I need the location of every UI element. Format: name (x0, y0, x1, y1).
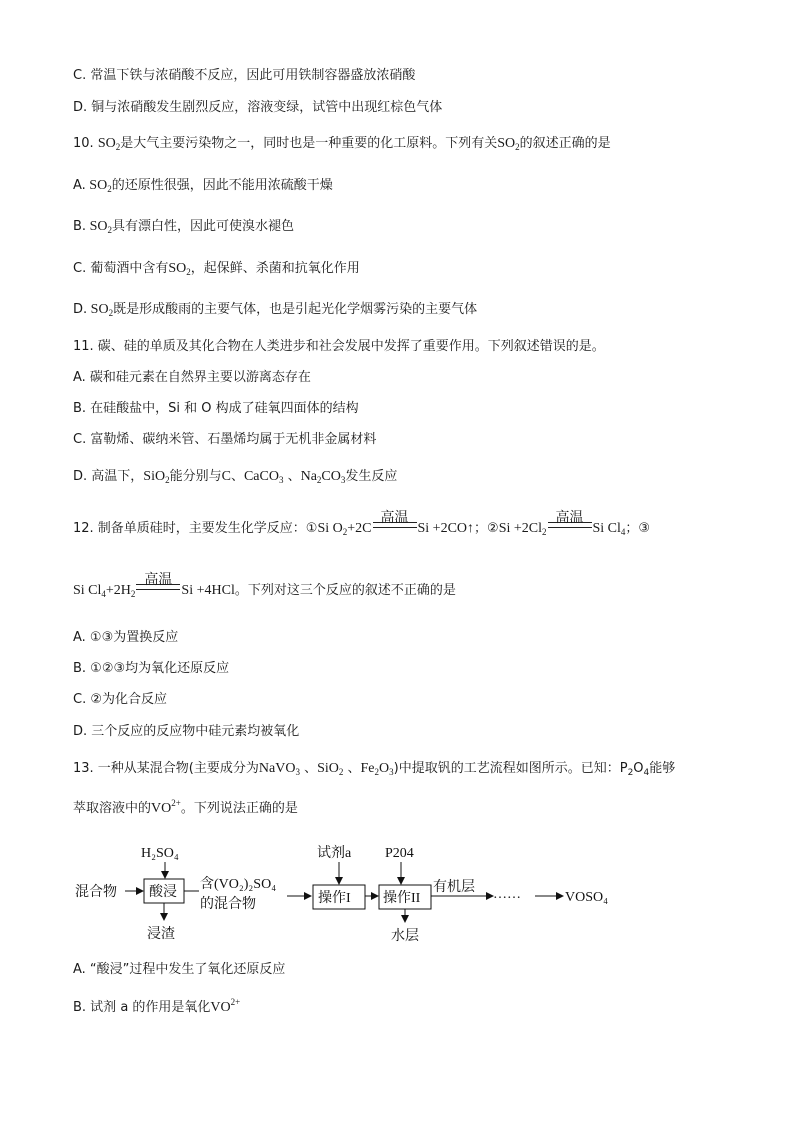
aqueous-layer-label: 水层 (391, 929, 419, 944)
input-mixture: 混合物 (75, 885, 117, 900)
ellipsis: …… (493, 887, 521, 902)
box-operation-1-label: 操作I (318, 891, 351, 906)
q9-option-d: D. 铜与浓硝酸发生剧烈反应，溶液变绿，试管中出现红棕色气体 (73, 100, 443, 115)
q12-stem-line1: 12. 制备单质硅时，主要发生化学反应：①Si $O_2+2C$ 高温 Si +2CO↑；②Si $+2Cl_2$ 高温 Si $Cl_4$；③ (73, 510, 651, 537)
organic-layer-label: 有机层 (433, 880, 475, 895)
q10-stem: 10. $SO_2$是大气主要污染物之一，同时也是一种重要的化工原料。下列有关$SO_2$的叙述正确的是 (73, 136, 611, 152)
intermediate-line2: 的混合物 (200, 897, 256, 912)
reaction-condition: 高温 (548, 522, 592, 532)
q10-option-b: B. $SO_2$具有漂白性，因此可使溴水褪色 (73, 219, 294, 235)
q11-stem: 11. 碳、硅的单质及其化合物在人类进步和社会发展中发挥了重要作用。下列叙述错误的是。 (73, 339, 605, 354)
q11-option-a: A. 碳和硅元素在自然界主要以游离态存在 (73, 370, 311, 385)
q11-option-c: C. 富勒烯、碳纳米管、石墨烯均属于无机非金属材料 (73, 432, 377, 447)
product-voso4: VOSO₄ (565, 890, 608, 905)
reaction-condition: 高温 (373, 522, 417, 532)
q12-stem-line2: Si $Cl_4+2H_2$ 高温 Si +4HCl。下列对这三个反应的叙述不正确的是 (73, 572, 456, 599)
q13-stem-line1: 13. 一种从某混合物(主要成分为NaVO$_3$ 、SiO$_2$ 、$Fe_2O_3$)中提取钒的工艺流程如图所示。已知：$P_2O_4$能够 (73, 761, 676, 778)
q10-option-d: D. $SO_2$既是形成酸雨的主要气体，也是引起光化学烟雾污染的主要气体 (73, 302, 478, 318)
process-flow-diagram (73, 838, 633, 948)
reagent-h2so4: H₂SO₄ (141, 846, 179, 861)
q11-option-d: D. 高温下，SiO$_2$能分别与C、CaCO$_3$ 、$Na_2CO_3$发生反应 (73, 469, 398, 485)
q12-option-d: D. 三个反应的反应物中硅元素均被氧化 (73, 724, 300, 739)
reaction-condition: 高温 (136, 584, 180, 594)
q12-option-c: C. ②为化合反应 (73, 692, 167, 707)
q13-option-a: A. “酸浸”过程中发生了氧化还原反应 (73, 962, 286, 977)
q11-option-b: B. 在硅酸盐中，Si 和 O 构成了硅氧四面体的结构 (73, 401, 359, 416)
reagent-a: 试剂a (317, 846, 352, 861)
box-acid-leach-label: 酸浸 (149, 885, 177, 900)
q13-stem-line2: 萃取溶液中的$VO^{2+}$。下列说法正确的是 (73, 798, 298, 816)
q12-option-b: B. ①②③均为氧化还原反应 (73, 661, 230, 676)
reagent-p204: P204 (385, 846, 414, 861)
intermediate-line1: 含(VO₂)₂SO₄ (200, 877, 277, 892)
box-operation-2-label: 操作II (383, 891, 421, 906)
q10-option-c: C. 葡萄酒中含有$SO_2$，起保鲜、杀菌和抗氧化作用 (73, 261, 360, 277)
residue-label: 浸渣 (147, 927, 175, 942)
q10-option-a: A. $SO_2$的还原性很强，因此不能用浓硫酸干燥 (73, 178, 333, 194)
q12-option-a: A. ①③为置换反应 (73, 630, 179, 645)
q13-option-b: B. 试剂 a 的作用是氧化$VO^{2+}$ (73, 997, 241, 1015)
q9-option-c: C. 常温下铁与浓硝酸不反应，因此可用铁制容器盛放浓硝酸 (73, 68, 416, 83)
